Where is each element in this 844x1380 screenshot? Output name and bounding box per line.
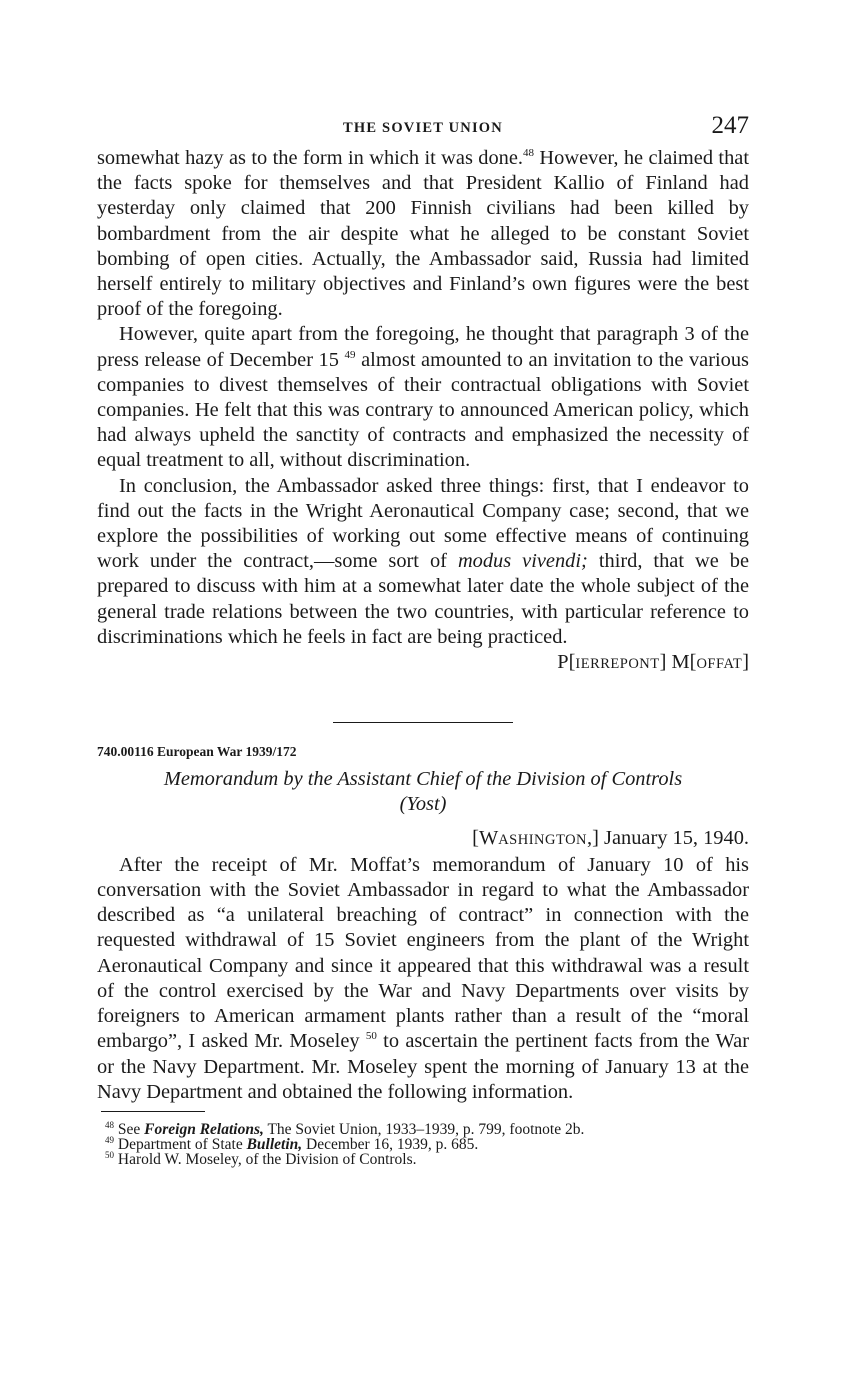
signature: P[IERREPONT] M[OFFAT] xyxy=(557,651,749,674)
paragraph-continued: somewhat hazy as to the form in which it was done.$^{48}$ However, he claimed that the facts spoke for themselves and that President Kallio of Finland had yesterday only claimed that 200 Finnish civilians had been killed by bombardment from the air despite what he alleged to be constant Soviet bombing of open cities. Actually, the Ambassador said, Russia had limited herself entirely to military objectives and Finland’s own figures were the best proof of the foregoing. xyxy=(97,147,749,321)
italic-phrase: modus vivendi; xyxy=(457,550,588,573)
footnote-ref-49: 49 xyxy=(344,348,356,361)
footnote-ref-50: 50 xyxy=(365,1030,377,1043)
page-number: 247 xyxy=(711,112,749,139)
running-title: THE SOVIET UNION xyxy=(343,120,503,136)
footnote-49: $^{49}$ Department of State Bulletin, December 16, 1939, p. 685. xyxy=(105,1134,479,1153)
paragraph-memorandum: After the receipt of Mr. Moffat’s memorandum of January 10 of his conversation with the Soviet Ambassador in regard to what the Ambassador described as “a unilateral breaching of contract” in connection with the requested withdrawal of 15 Soviet engineers from the plant of the Wright Aeronautical Company and since it appeared that this withdrawal was a result of the control exercised by the War and Navy Departments over visits by foreigners to American armament plants rather than a result of the “moral embargo”, I asked Mr. Moseley $^{50}$ to ascertain the pertinent facts from the War or the Navy Department. Mr. Moseley spent the morning of January 13 at the Navy Department and obtained the following information. xyxy=(97,853,749,1103)
paragraph-conclusion: In conclusion, the Ambassador asked three things: first, that I endeavor to find out the facts in the Wright Aeronautical Company case; second, that we explore the possibilities of working out some effective means of continuing work under the contract,—some sort of modus vivendi; third, that we be prepared to discuss with him at a somewhat later date the whole subject of the general trade relations between the two countries, with particular reference to discriminations which he feels in fact are being practiced. xyxy=(97,474,749,648)
file-number: 740.00116 European War 1939/172 xyxy=(97,744,297,760)
page-header xyxy=(97,112,749,146)
dateline: [WASHINGTON,] January 15, 1940. xyxy=(472,826,749,849)
document-page xyxy=(97,112,749,1167)
section-divider xyxy=(333,722,513,723)
footnote-48: $^{48}$ See Foreign Relations, The Soviet Union, 1933–1939, p. 799, footnote 2b. xyxy=(105,1119,585,1138)
footnote-ref-48: 48 xyxy=(523,147,535,160)
document-title: Memorandum by the Assistant Chief of the Division of Controls (Yost) xyxy=(163,768,683,816)
footnote-divider xyxy=(101,1111,205,1112)
paragraph-press-release: However, quite apart from the foregoing, he thought that paragraph 3 of the press release of December 15 $^{49}$ almost amounted to an invitation to the various companies to divest themselves of their contractual obligations with Soviet companies. He felt that this was contrary to announced American policy, which had always upheld the sanctity of contracts and emphasized the necessity of equal treatment to all, without discrimination. xyxy=(97,323,749,472)
footnote-50: $^{50}$ Harold W. Moseley, of the Division of Controls. xyxy=(105,1149,417,1168)
